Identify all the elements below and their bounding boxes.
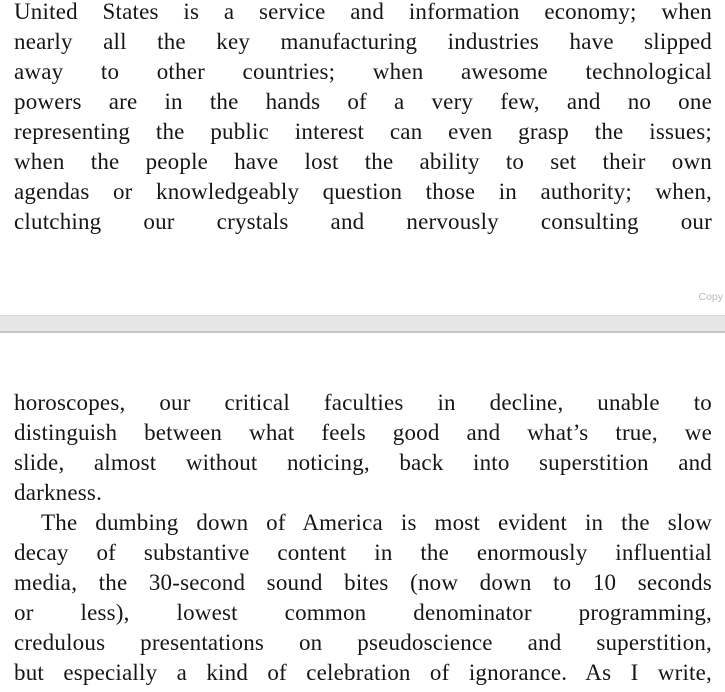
text-line: but especially a kind of celebration of ignorance. As I write, [14, 660, 712, 685]
text-line: away to other countries; when awesome technological [14, 59, 712, 84]
page-top-text [14, 0, 712, 237]
page-bottom-text [14, 388, 712, 688]
text-line: credulous presentations on pseudoscience and superstition, [14, 630, 712, 655]
text-line: or less), lowest common denominator programming, [14, 600, 712, 625]
text-line: distinguish between what feels good and what’s true, we [14, 420, 712, 445]
text-line: The dumbing down of America is most evident in the slow [41, 510, 712, 535]
text-line: agendas or knowledgeably question those in authority; when, [14, 179, 712, 204]
page-separator [0, 315, 725, 333]
text-line: slide, almost without noticing, back into superstition and [14, 450, 712, 475]
text-line: nearly all the key manufacturing industries have slipped [14, 29, 712, 54]
text-line: clutching our crystals and nervously consulting our [14, 209, 712, 234]
text-line: representing the public interest can even grasp the issues; [14, 119, 712, 144]
text-line: decay of substantive content in the enormously influential [14, 540, 712, 565]
text-line: media, the 30-second sound bites (now down to 10 seconds [14, 570, 712, 595]
text-line: powers are in the hands of a very few, and no one [14, 89, 712, 114]
text-line: United States is a service and information economy; when [14, 0, 712, 24]
text-line: darkness. [14, 480, 103, 505]
copy-label: Copy [698, 291, 723, 303]
text-line: horoscopes, our critical faculties in decline, unable to [14, 390, 712, 415]
text-line: when the people have lost the ability to set their own [14, 149, 712, 174]
